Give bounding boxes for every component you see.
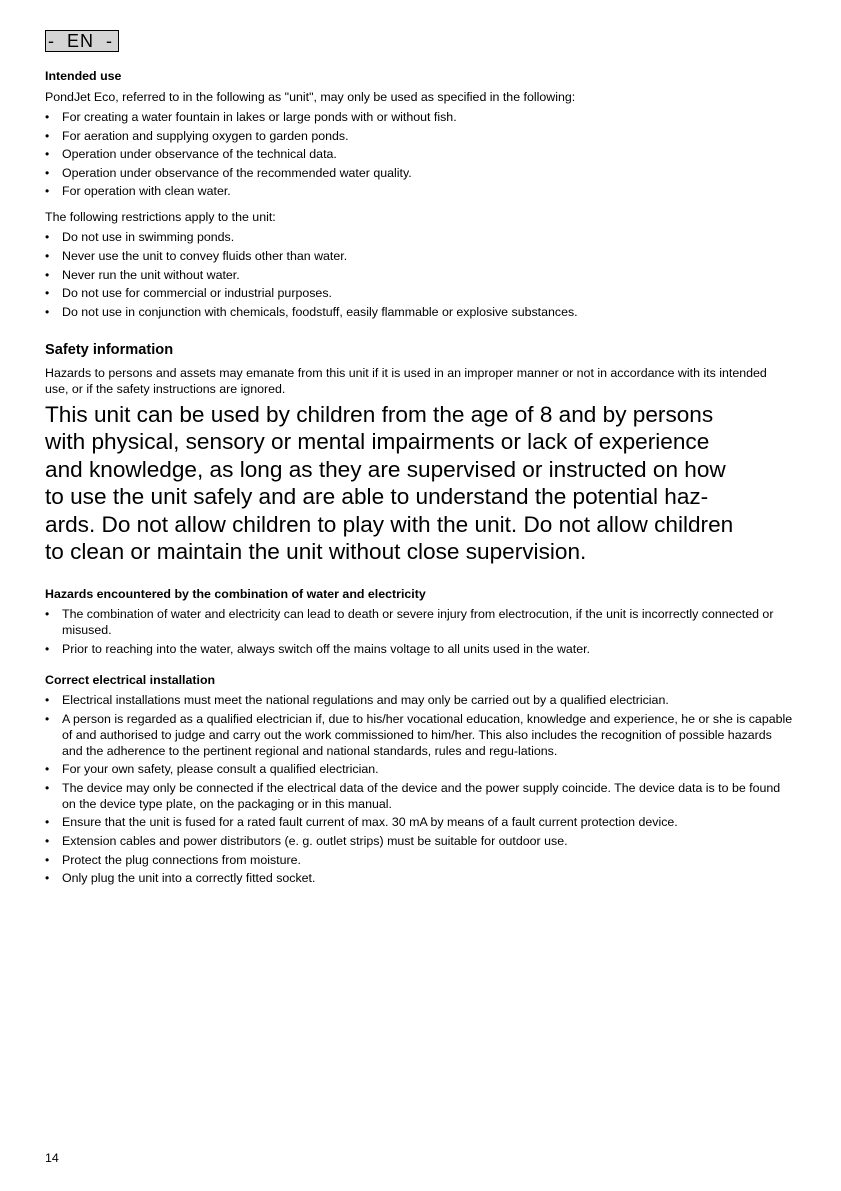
bullet-icon: • [45,641,50,656]
bullet-icon: • [45,711,50,726]
bullet-icon: • [45,871,50,886]
list-item: • For aeration and supplying oxygen to garden ponds. [45,128,349,143]
bullet-icon: • [45,165,50,180]
bullet-icon: • [45,693,50,707]
safety-section [45,341,793,397]
list-item: • A person is regarded as a qualified electrician if, due to his/her vocational education, knowledge and experience, he or she is capable of and authorised to judge and carry out the work commissioned to him/her. This also includes the recognition of possible hazards and the adherence to the pertinent regional and national standards, rules and regu-lations. [45,711,793,758]
list-item: • The device may only be connected if the electrical data of the device and the power supply coincide. The device data is to be found on the device type plate, on the packaging or in this manual. [45,780,781,811]
intended-use-heading: Intended use [45,69,122,83]
list-item: • Operation under observance of the technical data. [45,147,337,162]
list-item: • Do not use in swimming ponds. [45,230,235,245]
list-item: • Never use the unit to convey fluids other than water. [45,248,348,263]
bullet-icon: • [45,780,50,795]
intended-use-intro: PondJet Eco, referred to in the following as "unit", may only be used as specified in the following: [45,90,576,104]
list-item: • Electrical installations must meet the national regulations and may only be carried out by a qualified electrician. [45,693,669,707]
bullet-icon: • [45,833,50,848]
warning-line: ards. Do not allow children to play with the unit. Do not allow children [45,511,734,537]
page-number: 14 [45,1151,59,1165]
warning-line: to clean or maintain the unit without close supervision. [45,539,587,565]
bullet-icon: • [45,815,50,830]
electrical-section [45,673,793,889]
list-item: • Ensure that the unit is fused for a rated fault current of max. 30 mA by means of a fault current protection device. [45,815,678,830]
list-item: • For creating a water fountain in lakes or large ponds with or without fish. [45,110,457,124]
list-item: • For your own safety, please consult a qualified electrician. [45,762,379,777]
safety-heading: Safety information [45,342,174,358]
intended-use-list [45,109,793,199]
hazards-heading: Hazards encountered by the combination of water and electricity [45,587,426,601]
list-item: • Never run the unit without water. [45,267,240,282]
safety-warning-large [45,401,793,565]
bullet-icon: • [45,286,50,301]
warning-line: to use the unit safely and are able to understand the potential haz- [45,484,709,510]
bullet-icon: • [45,147,50,162]
safety-intro: Hazards to persons and assets may emanate from this unit if it is used in an improper manner or not in accordance with its intended use, or if the safety instructions are ignored. [45,366,767,396]
language-tag: - EN - [45,30,119,52]
bullet-icon: • [45,304,50,319]
list-item: • Protect the plug connections from moisture. [45,852,301,867]
electrical-heading: Correct electrical installation [45,673,216,687]
bullet-icon: • [45,762,50,777]
restrictions-list [45,229,793,319]
bullet-icon: • [45,248,50,263]
hazards-section [45,587,793,659]
hazards-list [45,606,793,657]
bullet-icon: • [45,230,50,245]
list-item: • Do not use in conjunction with chemicals, foodstuff, easily flammable or explosive substances. [45,304,578,319]
bullet-icon: • [45,110,50,124]
warning-line: with physical, sensory or mental impairments or lack of experience [45,429,710,455]
bullet-icon: • [45,184,50,199]
restrictions-intro: The following restrictions apply to the unit: [45,210,276,225]
intended-use-section [45,69,793,322]
warning-line: This unit can be used by children from the age of 8 and by persons [45,402,714,427]
bullet-icon: • [45,852,50,867]
list-item: • Prior to reaching into the water, always switch off the mains voltage to all units used in the water. [45,641,591,656]
bullet-icon: • [45,607,50,621]
bullet-icon: • [45,267,50,282]
list-item: • Only plug the unit into a correctly fitted socket. [45,871,316,886]
electrical-list [45,692,793,886]
bullet-icon: • [45,128,50,143]
list-item: • Operation under observance of the recommended water quality. [45,165,412,180]
list-item: • Do not use for commercial or industrial purposes. [45,286,332,301]
list-item: • Extension cables and power distributors (e. g. outlet strips) must be suitable for outdoor use. [45,833,568,848]
list-item: • The combination of water and electricity can lead to death or severe injury from electrocution, if the unit is incorrectly connected or misused. [45,607,774,637]
warning-line: and knowledge, as long as they are supervised or instructed on how [45,456,726,482]
list-item: • For operation with clean water. [45,184,231,199]
